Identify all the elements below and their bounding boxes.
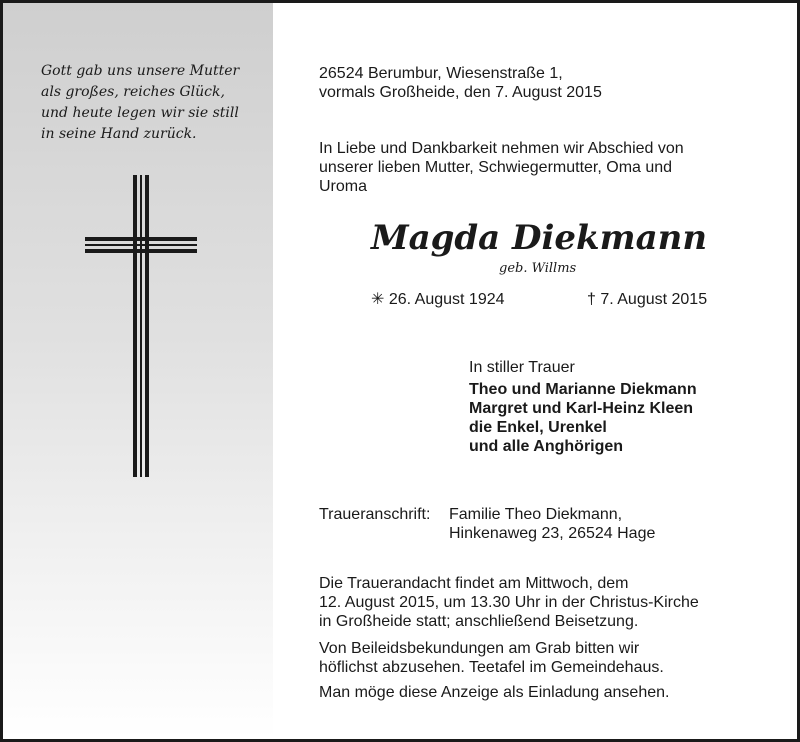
cross-icon xyxy=(85,175,197,477)
death-date: † 7. August 2015 xyxy=(587,291,708,308)
mourning-label: In stiller Trauer xyxy=(469,359,575,376)
invitation-text: Man möge diese Anzeige als Einladung ansehen. xyxy=(319,684,670,701)
deceased-name: Magda Diekmann xyxy=(370,218,708,258)
place-and-date: 26524 Berumbur, Wiesenstraße 1, vormals Großheide, den 7. August 2015 xyxy=(319,65,602,101)
maiden-name: geb. Willms xyxy=(499,261,577,276)
service-text: Die Trauerandacht findet am Mittwoch, dem 12. August 2015, um 13.30 Uhr in der Christus-Kirche in Großheide statt; anschließend Beisetzung. xyxy=(319,575,699,630)
condolences-text: Von Beileidsbekundungen am Grab bitten wir höflichst abzusehen. Teetafel im Gemeindehaus. xyxy=(319,640,664,676)
mourner: Theo und Marianne Diekmann xyxy=(469,381,697,398)
left-panel xyxy=(3,3,273,739)
mourning-address-line1: Familie Theo Diekmann, xyxy=(449,506,623,523)
mourner: die Enkel, Urenkel xyxy=(469,419,607,436)
mourner: Margret und Karl-Heinz Kleen xyxy=(469,400,694,417)
poem: Gott gab uns unsere Mutter als großes, reiches Glück, und heute legen wir sie still in seine Hand zurück. xyxy=(41,63,240,142)
mourner: und alle Anghörigen xyxy=(469,438,624,455)
intro-text: In Liebe und Dankbarkeit nehmen wir Abschied von unserer lieben Mutter, Schwiegermutter, Oma und Uroma xyxy=(319,140,684,195)
mourning-address-line2: Hinkenaweg 23, 26524 Hage xyxy=(449,525,656,542)
birth-date: ✳ 26. August 1924 xyxy=(371,291,505,308)
mourning-address-label: Traueranschrift: xyxy=(319,506,431,523)
mourners-list xyxy=(469,380,697,456)
